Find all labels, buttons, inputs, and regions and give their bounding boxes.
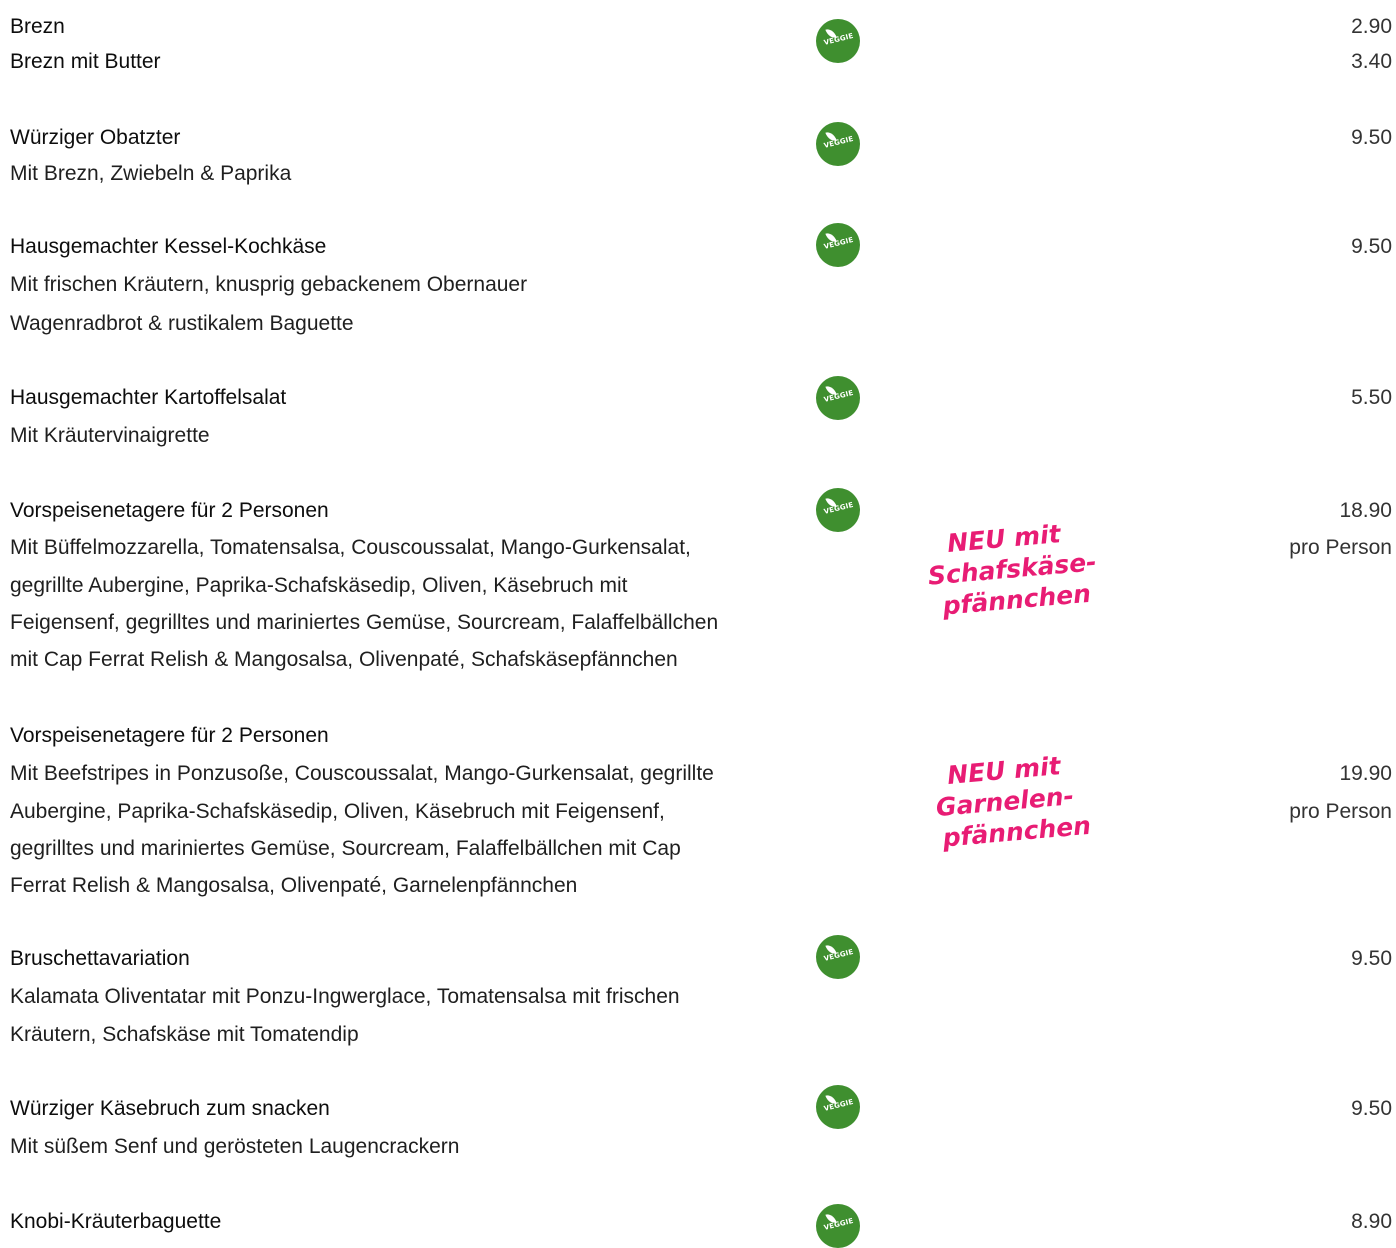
item-price: 19.90 (1339, 762, 1392, 785)
veggie-badge (816, 223, 860, 267)
item-price: 9.50 (1351, 126, 1392, 149)
veggie-badge (816, 122, 860, 166)
veggie-badge (816, 1085, 860, 1129)
veggie-badge (816, 488, 860, 532)
veggie-badge (816, 1204, 860, 1248)
item-price: 2.90 (1351, 15, 1392, 38)
veggie-label: VEGGIE (823, 1097, 855, 1113)
item-title: Hausgemachter Kessel-Kochkäse (10, 235, 327, 258)
item-price: 8.90 (1351, 1210, 1392, 1233)
promo-line: NEU mit (946, 519, 1062, 558)
veggie-badge (816, 935, 860, 979)
item-description: Mit Beefstripes in Ponzusoße, Couscoussalat, Mango-Gurkensalat, gegrillte (10, 762, 714, 785)
item-description: Kräutern, Schafskäse mit Tomatendip (10, 1023, 359, 1046)
item-description: Mit Brezn, Zwiebeln & Paprika (10, 162, 292, 185)
item-title: Bruschettavariation (10, 947, 190, 970)
veggie-label: VEGGIE (823, 388, 855, 404)
item-price-note: pro Person (1289, 800, 1392, 823)
item-title: Würziger Käsebruch zum snacken (10, 1097, 330, 1120)
item-price: 9.50 (1351, 1097, 1392, 1120)
veggie-label: VEGGIE (823, 1216, 855, 1232)
veggie-label: VEGGIE (823, 134, 855, 150)
item-description: Mit frischen Kräutern, knusprig gebackenem Obernauer (10, 273, 528, 296)
item-title: Knobi-Kräuterbaguette (10, 1210, 222, 1233)
item-price: 3.40 (1351, 50, 1392, 73)
item-title: Brezn (10, 15, 65, 38)
promo-line: NEU mit (946, 751, 1062, 790)
item-price: 9.50 (1351, 235, 1392, 258)
item-description: Wagenradbrot & rustikalem Baguette (10, 312, 354, 335)
veggie-label: VEGGIE (823, 947, 855, 963)
item-description: Mit Büffelmozzarella, Tomatensalsa, Couscoussalat, Mango-Gurkensalat, (10, 536, 691, 559)
promo-new-garnelen (924, 748, 1092, 855)
item-price: 18.90 (1339, 499, 1392, 522)
item-title: Vorspeisenetagere für 2 Personen (10, 724, 329, 747)
item-description: Kalamata Oliventatar mit Ponzu-Ingwerglace, Tomatensalsa mit frischen (10, 985, 680, 1008)
veggie-badge (816, 376, 860, 420)
promo-line: pfännchen (941, 578, 1093, 621)
item-description: mit Cap Ferrat Relish & Mangosalsa, Olivenpaté, Schafskäsepfännchen (10, 648, 678, 671)
item-description: Aubergine, Paprika-Schafskäsedip, Oliven, Käsebruch mit Feigensenf, (10, 800, 665, 823)
item-price-note: pro Person (1289, 536, 1392, 559)
promo-line: Garnelen- (934, 781, 1075, 823)
item-title: Hausgemachter Kartoffelsalat (10, 386, 287, 409)
veggie-badge (816, 19, 860, 63)
item-description: Feigensenf, gegrilltes und mariniertes Gemüse, Sourcream, Falaffelbällchen (10, 611, 719, 634)
item-title: Brezn mit Butter (10, 50, 161, 73)
veggie-label: VEGGIE (823, 31, 855, 47)
veggie-label: VEGGIE (823, 500, 855, 516)
item-title: Vorspeisenetagere für 2 Personen (10, 499, 329, 522)
item-price: 9.50 (1351, 947, 1392, 970)
promo-line: pfännchen (941, 810, 1093, 853)
item-description: Mit süßem Senf und gerösteten Laugencrackern (10, 1135, 460, 1158)
item-description: Ferrat Relish & Mangosalsa, Olivenpaté, Garnelenpfännchen (10, 874, 578, 897)
item-description: Mit Kräutervinaigrette (10, 424, 210, 447)
veggie-label: VEGGIE (823, 235, 855, 251)
item-price: 5.50 (1351, 386, 1392, 409)
promo-new-schafskaese (924, 515, 1100, 622)
promo-line: Schafskäse- (926, 547, 1098, 591)
item-description: gegrilltes und mariniertes Gemüse, Sourcream, Falaffelbällchen mit Cap (10, 837, 681, 860)
item-title: Würziger Obatzter (10, 126, 181, 149)
item-description: gegrillte Aubergine, Paprika-Schafskäsedip, Oliven, Käsebruch mit (10, 574, 628, 597)
